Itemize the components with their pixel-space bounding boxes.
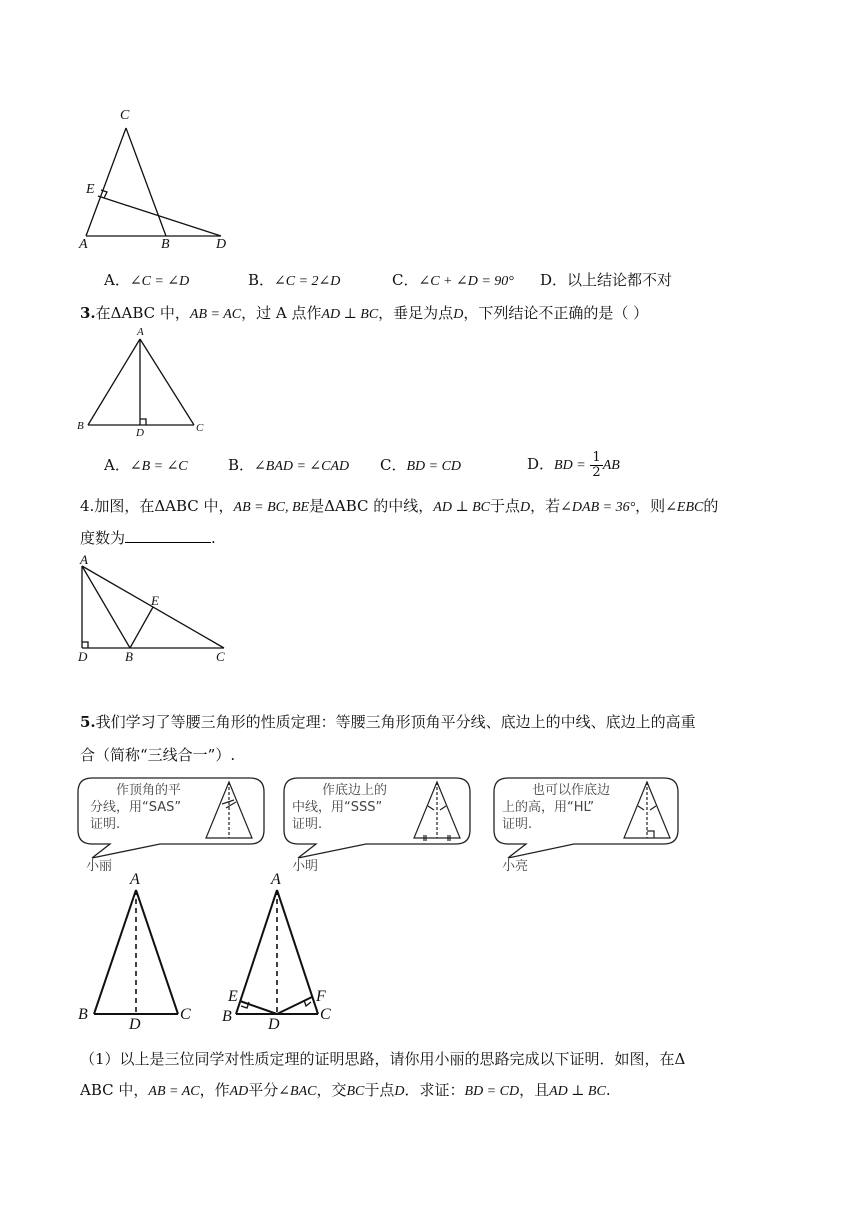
figL-label-a: A — [130, 871, 140, 888]
q4-text: . — [211, 529, 216, 547]
figL-label-b: B — [78, 1006, 88, 1023]
q4-text: 的 — [703, 497, 719, 515]
bubble-line: 证明. — [502, 817, 533, 832]
option-letter: A． — [104, 271, 130, 289]
fig4-label-e: E — [151, 593, 159, 608]
q4-math: ∠EBC — [665, 500, 704, 515]
frac-den: 2 — [592, 464, 601, 480]
option-math: AB — [602, 458, 620, 473]
bubble-line: 证明. — [292, 817, 323, 832]
q3-text: ，垂足为点 — [378, 304, 454, 322]
q3-text: 在ΔABC 中， — [95, 304, 190, 322]
speaker-xiaoliang: 小亮 — [502, 859, 529, 874]
q5-math: D — [394, 1084, 405, 1099]
figL-label-c: C — [180, 1006, 191, 1023]
figR-label-d: D — [268, 1016, 280, 1033]
q4-text: 度数为 — [80, 529, 126, 547]
speaker-xiaoming: 小明 — [292, 859, 319, 874]
figR-label-e: E — [228, 988, 238, 1005]
q5-math: AD — [229, 1084, 249, 1099]
option-math: ∠B = ∠C — [129, 459, 188, 474]
q4-number: 4. — [80, 497, 95, 515]
fig4-label-b: B — [125, 649, 133, 664]
q4-math: AB = BC, BE — [233, 500, 310, 515]
q3-number: 3. — [80, 304, 96, 322]
fig4-label-c: C — [216, 649, 225, 664]
q5-part1-line2 — [80, 1080, 611, 1102]
q5-math: AD ⊥ BC — [549, 1084, 606, 1099]
bubble-line: 作顶角的平 — [116, 783, 182, 798]
fig4-label-a: A — [80, 552, 88, 567]
q5-part1-line1: （1）以上是三位同学对性质定理的证明思路，请你用小丽的思路完成以下证明．如图，在Δ — [80, 1050, 686, 1068]
q3-math: AB = AC — [189, 307, 242, 322]
q5-math: AB = AC — [148, 1084, 200, 1099]
q5-line2: 合（简称“三线合一”）. — [80, 746, 236, 764]
fig3-label-c: C — [196, 422, 204, 434]
option-math: ∠C = 2∠D — [274, 274, 341, 289]
fig1-label-e: E — [86, 182, 95, 197]
q5-text: 我们学习了等腰三角形的性质定理：等腰三角形顶角平分线、底边上的中线、底边上的高重 — [95, 713, 696, 731]
figL-label-d: D — [129, 1016, 141, 1033]
fig3-label-a: A — [137, 326, 144, 338]
q4-text: 是ΔABC 的中线， — [309, 497, 434, 515]
frac-num: 1 — [592, 449, 601, 465]
bubble-line: 证明. — [90, 817, 121, 832]
q3-math: AD ⊥ BC — [321, 307, 379, 322]
q4-text: 加图，在ΔABC 中， — [94, 497, 234, 515]
q5-number: 5. — [80, 713, 96, 731]
q3-text: ，过 A 点作 — [241, 304, 322, 322]
q5-text: 平分 — [248, 1081, 279, 1099]
q4-text: ，则 — [635, 497, 666, 515]
bubble-line: 作底边上的 — [322, 783, 388, 798]
q3-math: D — [453, 307, 464, 322]
bubble-line: 上的高，用“HL” — [502, 800, 595, 815]
fig4-label-d: D — [78, 649, 88, 664]
q5-text: ，作 — [199, 1081, 230, 1099]
q5-text: . — [605, 1081, 611, 1099]
option-math: BD = CD — [406, 459, 462, 474]
fig1-label-a: A — [79, 237, 88, 252]
q5-math: ∠BAC — [278, 1084, 317, 1099]
q4-text: 于点 — [490, 497, 521, 515]
option-math: ∠C + ∠D = 90° — [418, 274, 514, 289]
option-letter: B． — [228, 456, 255, 474]
q4-math: ∠DAB = 36° — [560, 500, 636, 515]
figR-label-a: A — [271, 871, 281, 888]
bubble-line: 中线，用“SSS” — [292, 800, 383, 815]
figR-label-b: B — [222, 1008, 232, 1025]
q4-math: D — [520, 500, 531, 515]
option-math: BD = — [554, 458, 586, 473]
fig1-label-d: D — [216, 237, 227, 252]
fig3-label-d: D — [136, 427, 144, 439]
option-math: ∠BAD = ∠CAD — [254, 459, 350, 474]
q3-text: ，下列结论不正确的是（ ） — [463, 304, 649, 322]
q2-option-d[interactable]: D．以上结论都不对 — [540, 271, 673, 289]
bubble-line: 也可以作底边 — [532, 783, 611, 798]
q5-math: BC — [346, 1084, 365, 1099]
option-letter: A． — [104, 456, 130, 474]
option-letter: C． — [380, 456, 407, 474]
fig3-label-b: B — [77, 420, 84, 432]
fig1-label-b: B — [161, 237, 170, 252]
option-letter: C． — [392, 271, 419, 289]
q4-text: ，若 — [530, 497, 561, 515]
option-letter: B． — [248, 271, 275, 289]
figR-label-c: C — [320, 1006, 331, 1023]
q5-text: 于点 — [364, 1081, 395, 1099]
fig1-label-c: C — [120, 108, 130, 123]
option-math: ∠C = ∠D — [129, 274, 190, 289]
figR-label-f: F — [316, 988, 326, 1005]
q5-text: ABC 中， — [80, 1081, 149, 1099]
bubble-line: 分线，用“SAS” — [90, 800, 182, 815]
q4-math: AD ⊥ BC — [433, 500, 491, 515]
option-letter: D． — [527, 455, 555, 473]
q5-text: ，交 — [316, 1081, 347, 1099]
q5-math: BD = CD — [464, 1084, 520, 1099]
q5-text: ，且 — [519, 1081, 550, 1099]
q5-text: ．求证： — [404, 1081, 465, 1099]
speaker-xiaoli: 小丽 — [86, 859, 113, 874]
